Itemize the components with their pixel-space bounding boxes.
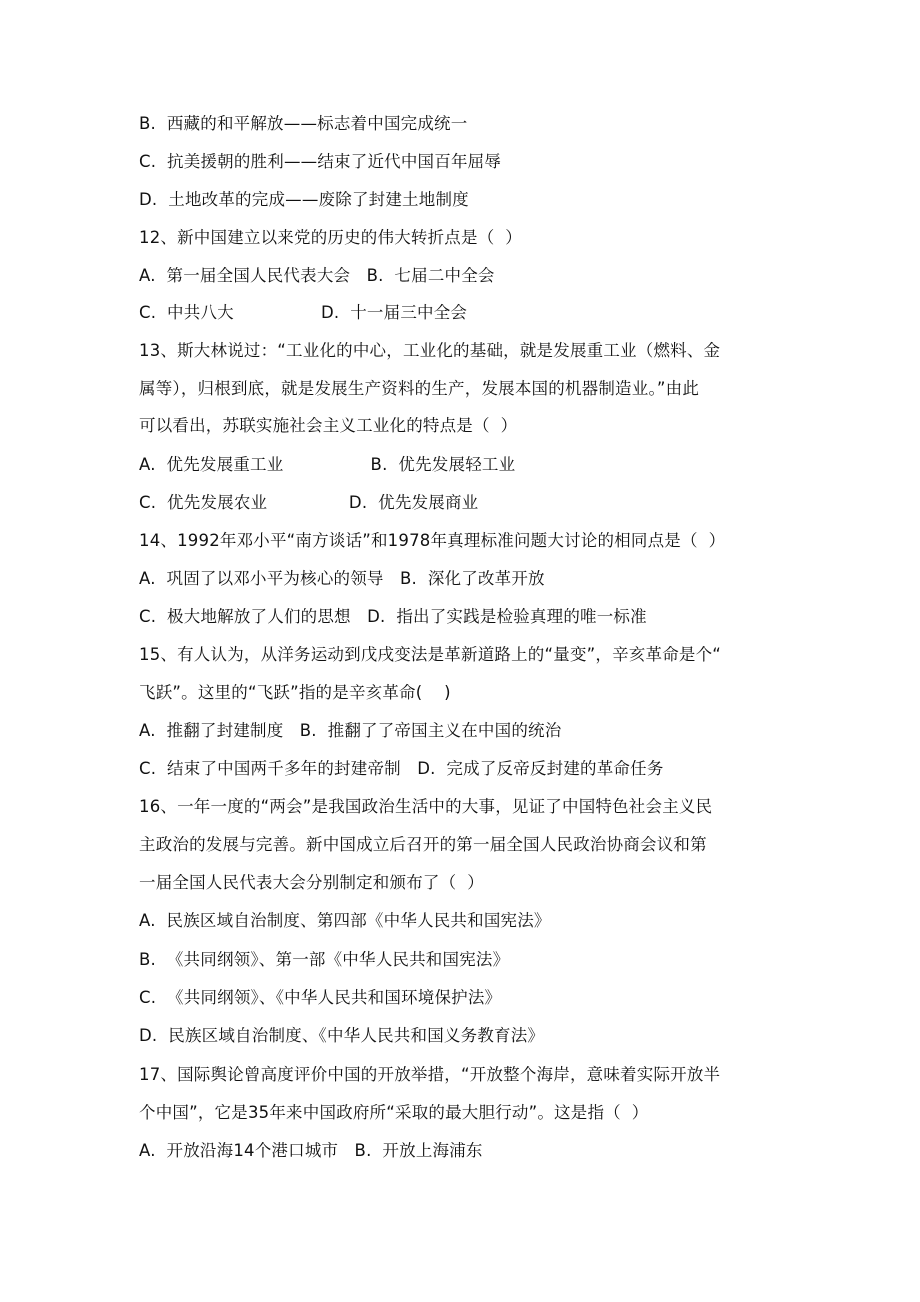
- q14-options-cd: C. 极大地解放了人们的思想 D. 指出了实践是检验真理的唯一标准: [139, 607, 647, 626]
- q12-stem: 12、新中国建立以来党的历史的伟大转折点是（ ）: [139, 228, 522, 247]
- q14-options-ab: A. 巩固了以邓小平为核心的领导 B. 深化了改革开放: [139, 569, 545, 588]
- q16-option-d: D. 民族区域自治制度、《中华人民共和国义务教育法》: [139, 1026, 545, 1045]
- q15-stem-line2: 飞跃”。这里的“飞跃”指的是辛亥革命( ): [139, 683, 451, 702]
- q11-option-d: D. 土地改革的完成——废除了封建土地制度: [139, 190, 469, 209]
- q16-stem-line1: 16、一年一度的“两会”是我国政治生活中的大事，见证了中国特色社会主义民: [139, 797, 713, 816]
- q13-stem-line3: 可以看出，苏联实施社会主义工业化的特点是（ ）: [139, 416, 518, 435]
- q16-stem-line2: 主政治的发展与完善。新中国成立后召开的第一届全国人民政治协商会议和第: [139, 835, 707, 854]
- q17-options-ab: A. 开放沿海14个港口城市 B. 开放上海浦东: [139, 1141, 483, 1160]
- q17-stem-line1: 17、国际舆论曾高度评价中国的开放举措，“开放整个海岸，意味着实际开放半: [139, 1065, 721, 1084]
- q15-options-ab: A. 推翻了封建制度 B. 推翻了了帝国主义在中国的统治: [139, 721, 562, 740]
- q15-stem-line1: 15、有人认为，从洋务运动到戊戌变法是革新道路上的“量变”，辛亥革命是个“: [139, 645, 722, 664]
- q14-stem: 14、1992年邓小平“南方谈话”和1978年真理标准问题大讨论的相同点是（ ）: [139, 531, 726, 550]
- q12-options-ab: A. 第一届全国人民代表大会 B. 七届二中全会: [139, 266, 495, 285]
- q16-stem-line3: 一届全国人民代表大会分别制定和颁布了（ ）: [139, 873, 484, 892]
- q13-stem-line1: 13、斯大林说过：“工业化的中心，工业化的基础，就是发展重工业（燃料、金: [139, 341, 721, 360]
- q11-option-c: C. 抗美援朝的胜利——结束了近代中国百年屈辱: [139, 152, 502, 171]
- q13-stem-line2: 属等），归根到底，就是发展生产资料的生产，发展本国的机器制造业。”由此: [139, 379, 700, 398]
- q16-option-b: B. 《共同纲领》、第一部《中华人民共和国宪法》: [139, 950, 510, 969]
- q11-option-b: B. 西藏的和平解放——标志着中国完成统一: [139, 114, 468, 133]
- q13-options-ab: A. 优先发展重工业 B. 优先发展轻工业: [139, 455, 516, 474]
- q12-options-cd: C. 中共八大 D. 十一届三中全会: [139, 303, 468, 322]
- q16-option-c: C. 《共同纲领》、《中华人民共和国环境保护法》: [139, 988, 502, 1007]
- q16-option-a: A. 民族区域自治制度、第四部《中华人民共和国宪法》: [139, 911, 551, 930]
- q17-stem-line2: 个中国”，它是35年来中国政府所“采取的最大胆行动”。这是指（ ）: [139, 1103, 649, 1122]
- q13-options-cd: C. 优先发展农业 D. 优先发展商业: [139, 493, 479, 512]
- q15-options-cd: C. 结束了中国两千多年的封建帝制 D. 完成了反帝反封建的革命任务: [139, 759, 664, 778]
